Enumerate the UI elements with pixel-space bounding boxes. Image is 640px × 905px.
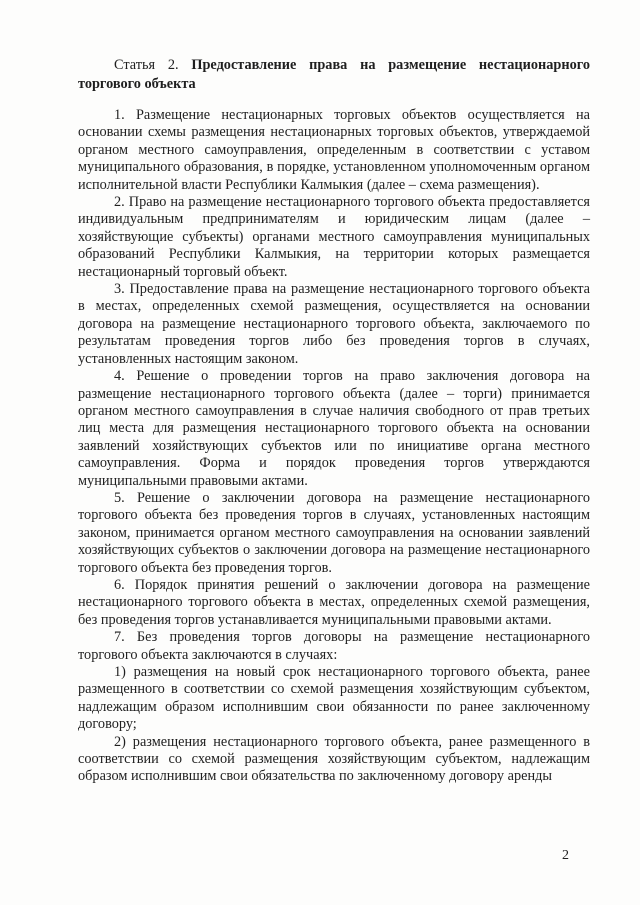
paragraph-4: 4. Решение о проведении торгов на право заключения договора на размещение нестационарного торгового объекта (далее – торги) принимается органом местного самоуправления в случае наличия свободного от прав третьих лиц места для размещения нестационарного торгового объекта на основании заявлений хозяйствующих субъектов или по инициативе органа местного самоуправления. Форма и порядок проведения торгов утверждаются муниципальными правовыми актами. [78,368,590,489]
paragraph-5: 5. Решение о заключении договора на размещение нестационарного торгового объекта без проведения торгов в случаях, установленных настоящим законом, принимается органом местного самоуправления на основании заявлений хозяйствующих субъектов о заключении договора на размещение нестационарного торгового объекта без проведения торгов. [78,489,590,576]
article-title: Предоставление права на размещение нестационарного торгового объекта [78,57,591,92]
page-number: 2 [562,848,569,863]
paragraph-6: 6. Порядок принятия решений о заключении договора на размещение нестационарного торгового объекта в местах, определенных схемой размещения, без проведения торгов устанавливается муниципальными правовыми актами. [78,576,590,628]
article-heading [78,56,590,94]
article-body [78,107,590,786]
sub-item-2: 2) размещения нестационарного торгового объекта, ранее размещенного в соответствии со схемой размещения хозяйствующим субъектом, надлежащим образом исполнившим свои обязательства по заключенному договору аренды [78,733,590,785]
paragraph-2: 2. Право на размещение нестационарного торгового объекта предоставляется индивидуальным предпринимателям и юридическим лицам (далее – хозяйствующие субъекты) органами местного самоуправления муниципальных образований Республики Калмыкия, на территории которых размещается нестационарный торговый объект. [78,194,590,280]
paragraph-7: 7. Без проведения торгов договоры на размещение нестационарного торгового объекта заключаются в случаях: [78,629,590,663]
sub-item-1: 1) размещения на новый срок нестационарного торгового объекта, ранее размещенного в соответствии со схемой размещения хозяйствующим субъектом, надлежащим образом исполнившим свои обязанности по ранее заключенному договору; [78,664,590,733]
paragraph-3: 3. Предоставление права на размещение нестационарного торгового объекта в местах, определенных схемой размещения, осуществляется на основании договора на размещение нестационарного торгового объекта, заключаемого по результатам проведения торгов либо без проведения торгов в случаях, установленных настоящим законом. [78,281,590,367]
paragraph-1: 1. Размещение нестационарных торговых объектов осуществляется на основании схемы размещения нестационарных торговых объектов, утверждаемой органом местного самоуправления, определенным в соответствии с уставом муниципального образования, в порядке, установленном уполномоченным органом исполнительной власти Республики Калмыкия (далее – схема размещения). [78,107,590,193]
article-label: Статья 2. [114,57,179,73]
